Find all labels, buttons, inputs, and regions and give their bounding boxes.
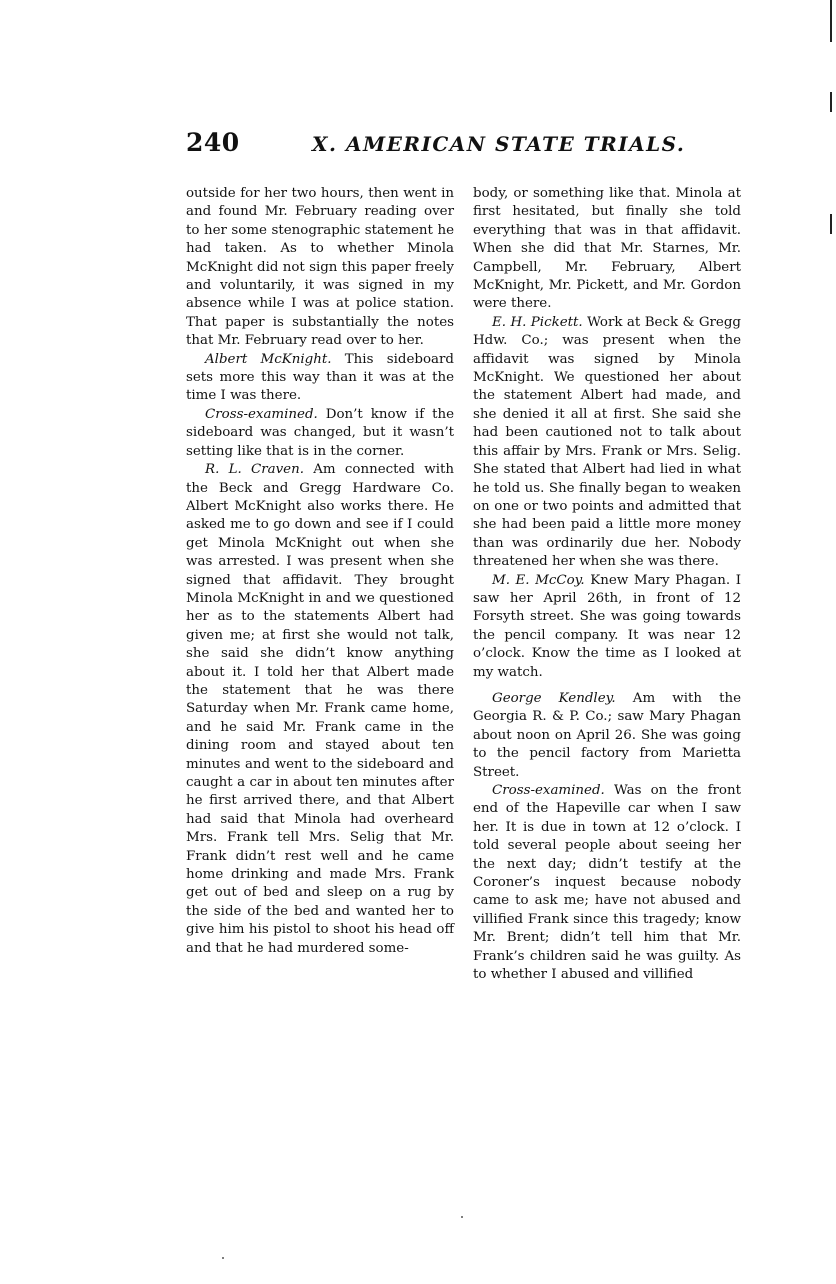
speaker-name: George Kendley.: [492, 690, 616, 706]
scan-edge-mark: [830, 0, 832, 42]
left-text-column: [186, 185, 454, 958]
paragraph-text: Knew Mary Phagan. I saw her April 26th, in front of 12 Forsyth street. She was going towards the pencil company. It was near 12 o’clock. Know the time as I looked at my watch.: [473, 572, 741, 680]
paragraph: [473, 185, 741, 314]
scan-speck: [461, 1216, 463, 1218]
scan-edge-mark: [830, 92, 832, 112]
speaker-name: Cross-examined.: [492, 783, 605, 798]
speaker-name: M. E. McCoy.: [492, 572, 585, 588]
right-text-column: [473, 185, 741, 984]
testimony-paragraph: [186, 461, 454, 958]
scan-edge-mark: [830, 214, 832, 234]
speaker-name: Albert McKnight.: [205, 351, 332, 367]
speaker-name: E. H. Pickett.: [492, 314, 583, 330]
paragraph-text: This sideboard sets more this way than it was at the time I was there.: [186, 351, 454, 404]
paragraph-text: Was on the front end of the Hapeville car when I saw her. It is due in town at 12 o’clock. I told several people about seeing her the next day; didn’t testify at the Coroner’s inquest because nobody came to ask me; have not abused and villified Frank since this tragedy; know Mr. Brent; didn’t tell him that Mr. Frank’s children said he was guilty. As to whether I abused and villified: [473, 783, 742, 983]
page-number: 240: [186, 128, 240, 157]
paragraph-text: Don’t know if the sideboard was changed, but it wasn’t setting like that is in the corner.: [186, 406, 454, 459]
paragraph: [186, 185, 454, 351]
testimony-paragraph: [473, 782, 741, 984]
paragraph-text: Am with the Georgia R. & P. Co.; saw Mary Phagan about noon on April 26. She was going to the pencil factory from Marietta Street.: [473, 690, 741, 780]
testimony-paragraph: [473, 690, 741, 782]
paragraph-text: Am connected with the Beck and Gregg Hardware Co. Albert McKnight also works there. He asked me to go down and see if I could get Minola McKnight out when she was arrested. I was present when she signed that affidavit. They brought Minola McKnight in and we questioned her as to the statements Albert had given me; at first she would not talk, she said she didn’t know anything about it. I told her that Albert made the statement that he was there Saturday when Mr. Frank came home, and he said Mr. Frank came in the dining room and stayed about ten minutes and went to the sideboard and caught a car in about ten minutes after he first arrived there, and that Albert had said that Minola had overheard Mrs. Frank tell Mrs. Selig that Mr. Frank didn’t rest well and he came home drinking and made Mrs. Frank get out of bed and sleep on a rug by the side of the bed and wanted her to give him his pistol to shoot his head off and that he had murdered some-: [186, 462, 454, 956]
testimony-paragraph: [473, 314, 741, 572]
testimony-paragraph: [473, 572, 741, 682]
speaker-name: Cross-examined.: [205, 406, 318, 422]
testimony-paragraph: [186, 406, 454, 461]
running-head-title: X. AMERICAN STATE TRIALS.: [312, 132, 686, 156]
paragraph-text: outside for her two hours, then went in and found Mr. February reading over to her some stenographic statement he had taken. As to whether Minola McKnight did not sign this paper freely and voluntarily, it was signed in my absence while I was at police station. That paper is substantially the notes that Mr. February read over to her.: [186, 186, 454, 349]
testimony-paragraph: [186, 351, 454, 406]
paragraph-text: body, or something like that. Minola at first hesitated, but finally she told everything that was in that affidavit. When she did that Mr. Starnes, Mr. Campbell, Mr. February, Albert McKnight, Mr. Pickett, and Mr. Gordon were there.: [473, 186, 741, 312]
paragraph-text: Work at Beck & Gregg Hdw. Co.; was present when the affidavit was signed by Minola McKnight. We questioned her about the statement Albert had made, and she denied it all at first. She said she had been cautioned not to talk about this affair by Mrs. Frank or Mrs. Selig. She stated that Albert had lied in what he told us. She finally began to weaken on one or two points and admitted that she had been paid a little more money than was ordinarily due her. Nobody threatened her when she was there.: [473, 314, 741, 570]
scan-speck: [222, 1257, 224, 1259]
speaker-name: R. L. Craven.: [205, 462, 304, 478]
